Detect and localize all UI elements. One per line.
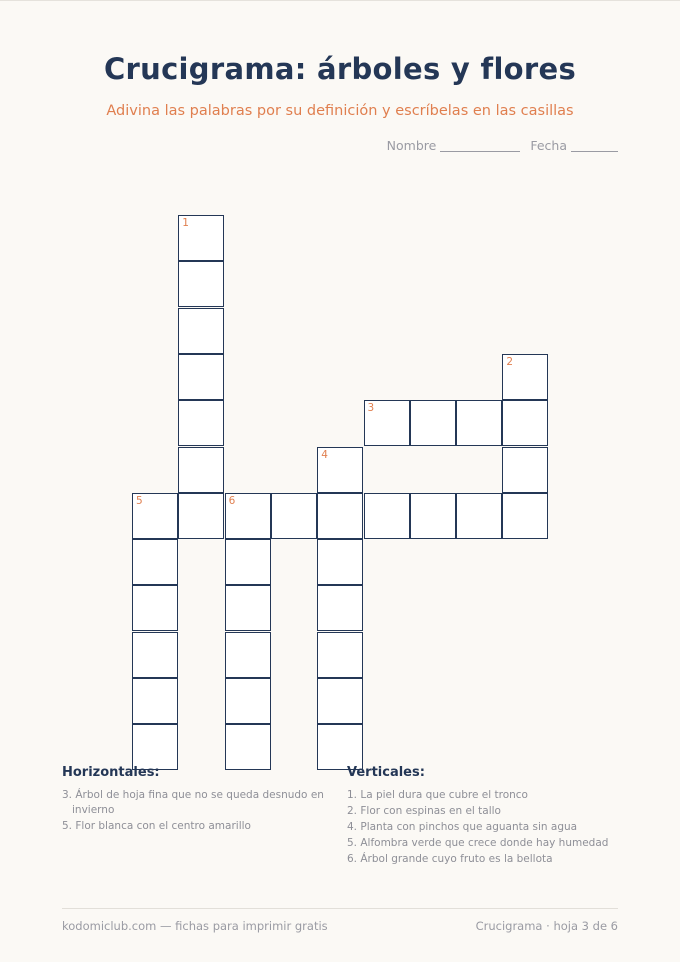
crossword-cell[interactable] [502, 354, 548, 400]
clue-number: 1 [182, 217, 189, 229]
clue-vertical: 1. La piel dura que cubre el tronco [347, 789, 528, 801]
crossword-cell[interactable] [178, 354, 224, 400]
top-border [0, 0, 680, 1]
date-blank[interactable] [571, 141, 618, 152]
crossword-cell[interactable] [317, 493, 363, 539]
page-subtitle: Adivina las palabras por su definición y escríbelas en las casillas [106, 103, 574, 119]
crossword-cell[interactable] [178, 493, 224, 539]
crossword-cell[interactable] [225, 632, 271, 678]
crossword-cell[interactable] [317, 678, 363, 724]
crossword-cell[interactable] [317, 724, 363, 770]
clue-horizontal: 5. Flor blanca con el centro amarillo [62, 820, 251, 832]
crossword-cell[interactable] [132, 539, 178, 585]
crossword-cell[interactable] [502, 400, 548, 446]
crossword-cell[interactable] [225, 585, 271, 631]
page-title: Crucigrama: árboles y flores [103, 52, 577, 86]
footer-page: Crucigrama · hoja 3 de 6 [475, 919, 618, 933]
crossword-cell[interactable] [132, 678, 178, 724]
crossword-cell[interactable] [132, 724, 178, 770]
crossword-cell[interactable] [502, 493, 548, 539]
clue-number: 3 [367, 402, 375, 415]
footer-divider [62, 908, 618, 909]
vertical-clues [347, 765, 622, 868]
clue-number: 6 [228, 494, 236, 507]
vertical-heading: Verticales: [347, 765, 425, 780]
crossword-cell[interactable] [178, 308, 224, 354]
horizontal-clues [62, 765, 332, 835]
crossword-cell[interactable] [502, 447, 548, 493]
clue-number: 4 [321, 448, 328, 461]
crossword-cell[interactable] [271, 493, 317, 539]
crossword-cell[interactable] [317, 585, 363, 631]
clue-horizontal: 3. Árbol de hoja fina que no se queda desnudo en invierno [62, 789, 324, 816]
crossword-cell[interactable] [225, 493, 271, 539]
crossword-cell[interactable] [410, 493, 456, 539]
crossword-cell[interactable] [132, 493, 178, 539]
crossword-cell[interactable] [132, 632, 178, 678]
crossword-cell[interactable] [456, 493, 502, 539]
crossword-cell[interactable] [317, 447, 363, 493]
clue-vertical: 6. Árbol grande cuyo fruto es la bellota [347, 853, 553, 865]
clue-vertical: 2. Flor con espinas en el tallo [347, 805, 501, 817]
crossword-cell[interactable] [225, 539, 271, 585]
crossword-cell[interactable] [317, 539, 363, 585]
name-label: Nombre [386, 138, 437, 153]
clue-vertical: 4. Planta con pinchos que aguanta sin agua [347, 821, 578, 833]
clue-vertical: 5. Alfombra verde que crece donde hay humedad [347, 837, 609, 849]
crossword-cell[interactable] [364, 400, 410, 446]
crossword-cell[interactable] [178, 215, 224, 261]
clue-number: 5 [136, 494, 143, 507]
crossword-cell[interactable] [364, 493, 410, 539]
date-label: Fecha [530, 138, 567, 153]
crossword-cell[interactable] [178, 447, 224, 493]
crossword-cell[interactable] [456, 400, 502, 446]
crossword-cell[interactable] [225, 724, 271, 770]
footer-site: kodomiclub.com — fichas para imprimir gratis [62, 919, 328, 933]
crossword-cell[interactable] [225, 678, 271, 724]
name-blank[interactable] [440, 141, 520, 152]
name-date-fields [387, 138, 618, 153]
crossword-cell[interactable] [410, 400, 456, 446]
horizontal-heading: Horizontales: [62, 765, 160, 780]
crossword-cell[interactable] [178, 261, 224, 307]
clue-number: 2 [506, 355, 514, 368]
crossword-cell[interactable] [132, 585, 178, 631]
crossword-cell[interactable] [178, 400, 224, 446]
crossword-cell[interactable] [317, 632, 363, 678]
